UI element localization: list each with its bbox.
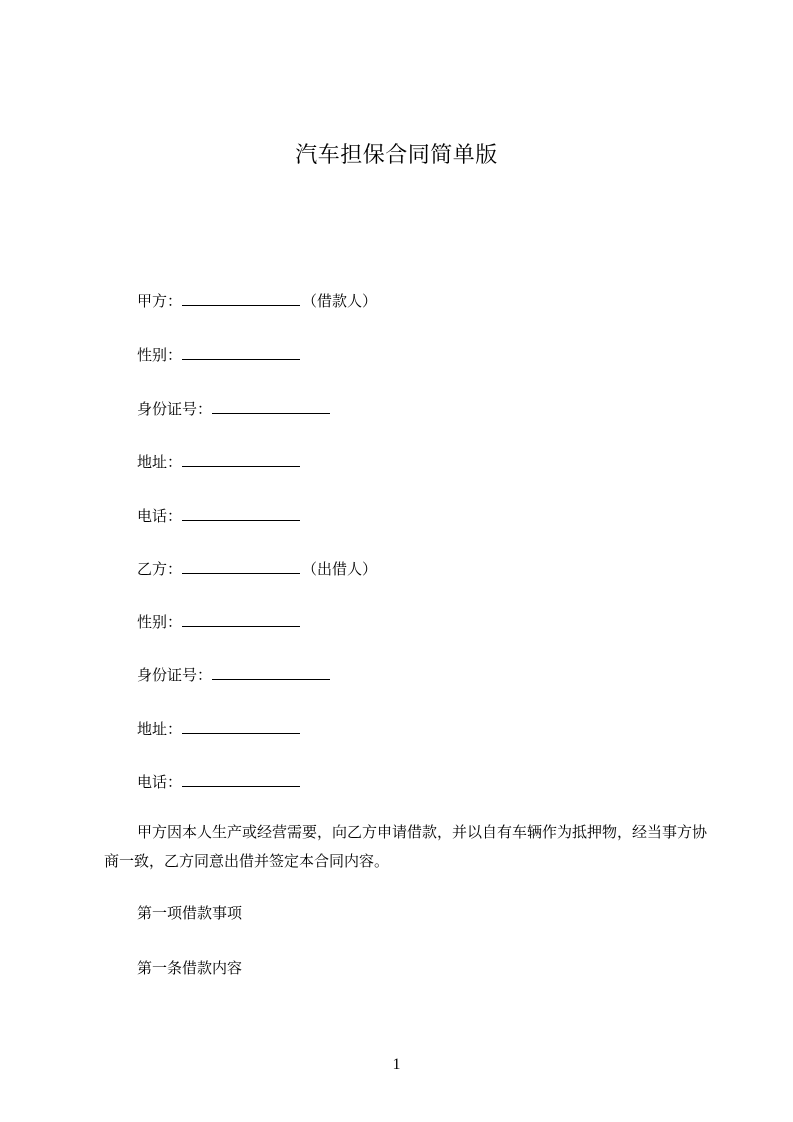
party-a-phone-label: 电话： (137, 507, 183, 525)
party-b-name-field (137, 557, 377, 579)
party-b-gender-label: 性别： (137, 613, 183, 631)
party-a-id-field (137, 397, 332, 419)
party-a-gender-blank[interactable] (182, 343, 300, 360)
party-a-id-blank[interactable] (212, 397, 330, 414)
party-b-address-field (137, 717, 302, 739)
section-heading: 第一项借款事项 (137, 904, 243, 922)
party-a-name-label: 甲方： (137, 292, 183, 310)
party-a-phone-blank[interactable] (182, 504, 300, 521)
party-b-gender-blank[interactable] (182, 610, 300, 627)
party-b-address-label: 地址： (137, 720, 183, 738)
party-a-gender-label: 性别： (137, 346, 183, 364)
party-b-phone-blank[interactable] (182, 770, 300, 787)
party-b-id-blank[interactable] (212, 663, 330, 680)
party-b-id-field (137, 663, 332, 685)
intro-paragraph-text: 甲方因本人生产或经营需要，向乙方申请借款，并以自有车辆作为抵押物，经当事方协商一致，乙方同意出借并签定本合同内容。 (104, 823, 708, 870)
party-b-gender-field (137, 610, 302, 632)
party-a-id-label: 身份证号： (137, 400, 213, 418)
document-title: 汽车担保合同简单版 (295, 143, 498, 168)
party-b-phone-field (137, 770, 302, 792)
party-a-address-field (137, 450, 302, 472)
page-number: 1 (392, 1056, 401, 1073)
party-b-id-label: 身份证号： (137, 666, 213, 684)
party-b-address-blank[interactable] (182, 717, 300, 734)
party-a-address-blank[interactable] (182, 450, 300, 467)
party-a-phone-field (137, 504, 302, 526)
party-a-role: （借款人） (302, 292, 378, 310)
party-a-gender-field (137, 343, 302, 365)
party-b-phone-label: 电话： (137, 773, 183, 791)
party-a-name-field (137, 289, 377, 311)
party-b-name-label: 乙方： (137, 560, 183, 578)
intro-paragraph (104, 818, 709, 876)
party-a-name-blank[interactable] (182, 289, 300, 306)
party-a-address-label: 地址： (137, 453, 183, 471)
party-b-name-blank[interactable] (182, 557, 300, 574)
party-b-role: （出借人） (302, 560, 378, 578)
article-heading: 第一条借款内容 (137, 959, 243, 977)
